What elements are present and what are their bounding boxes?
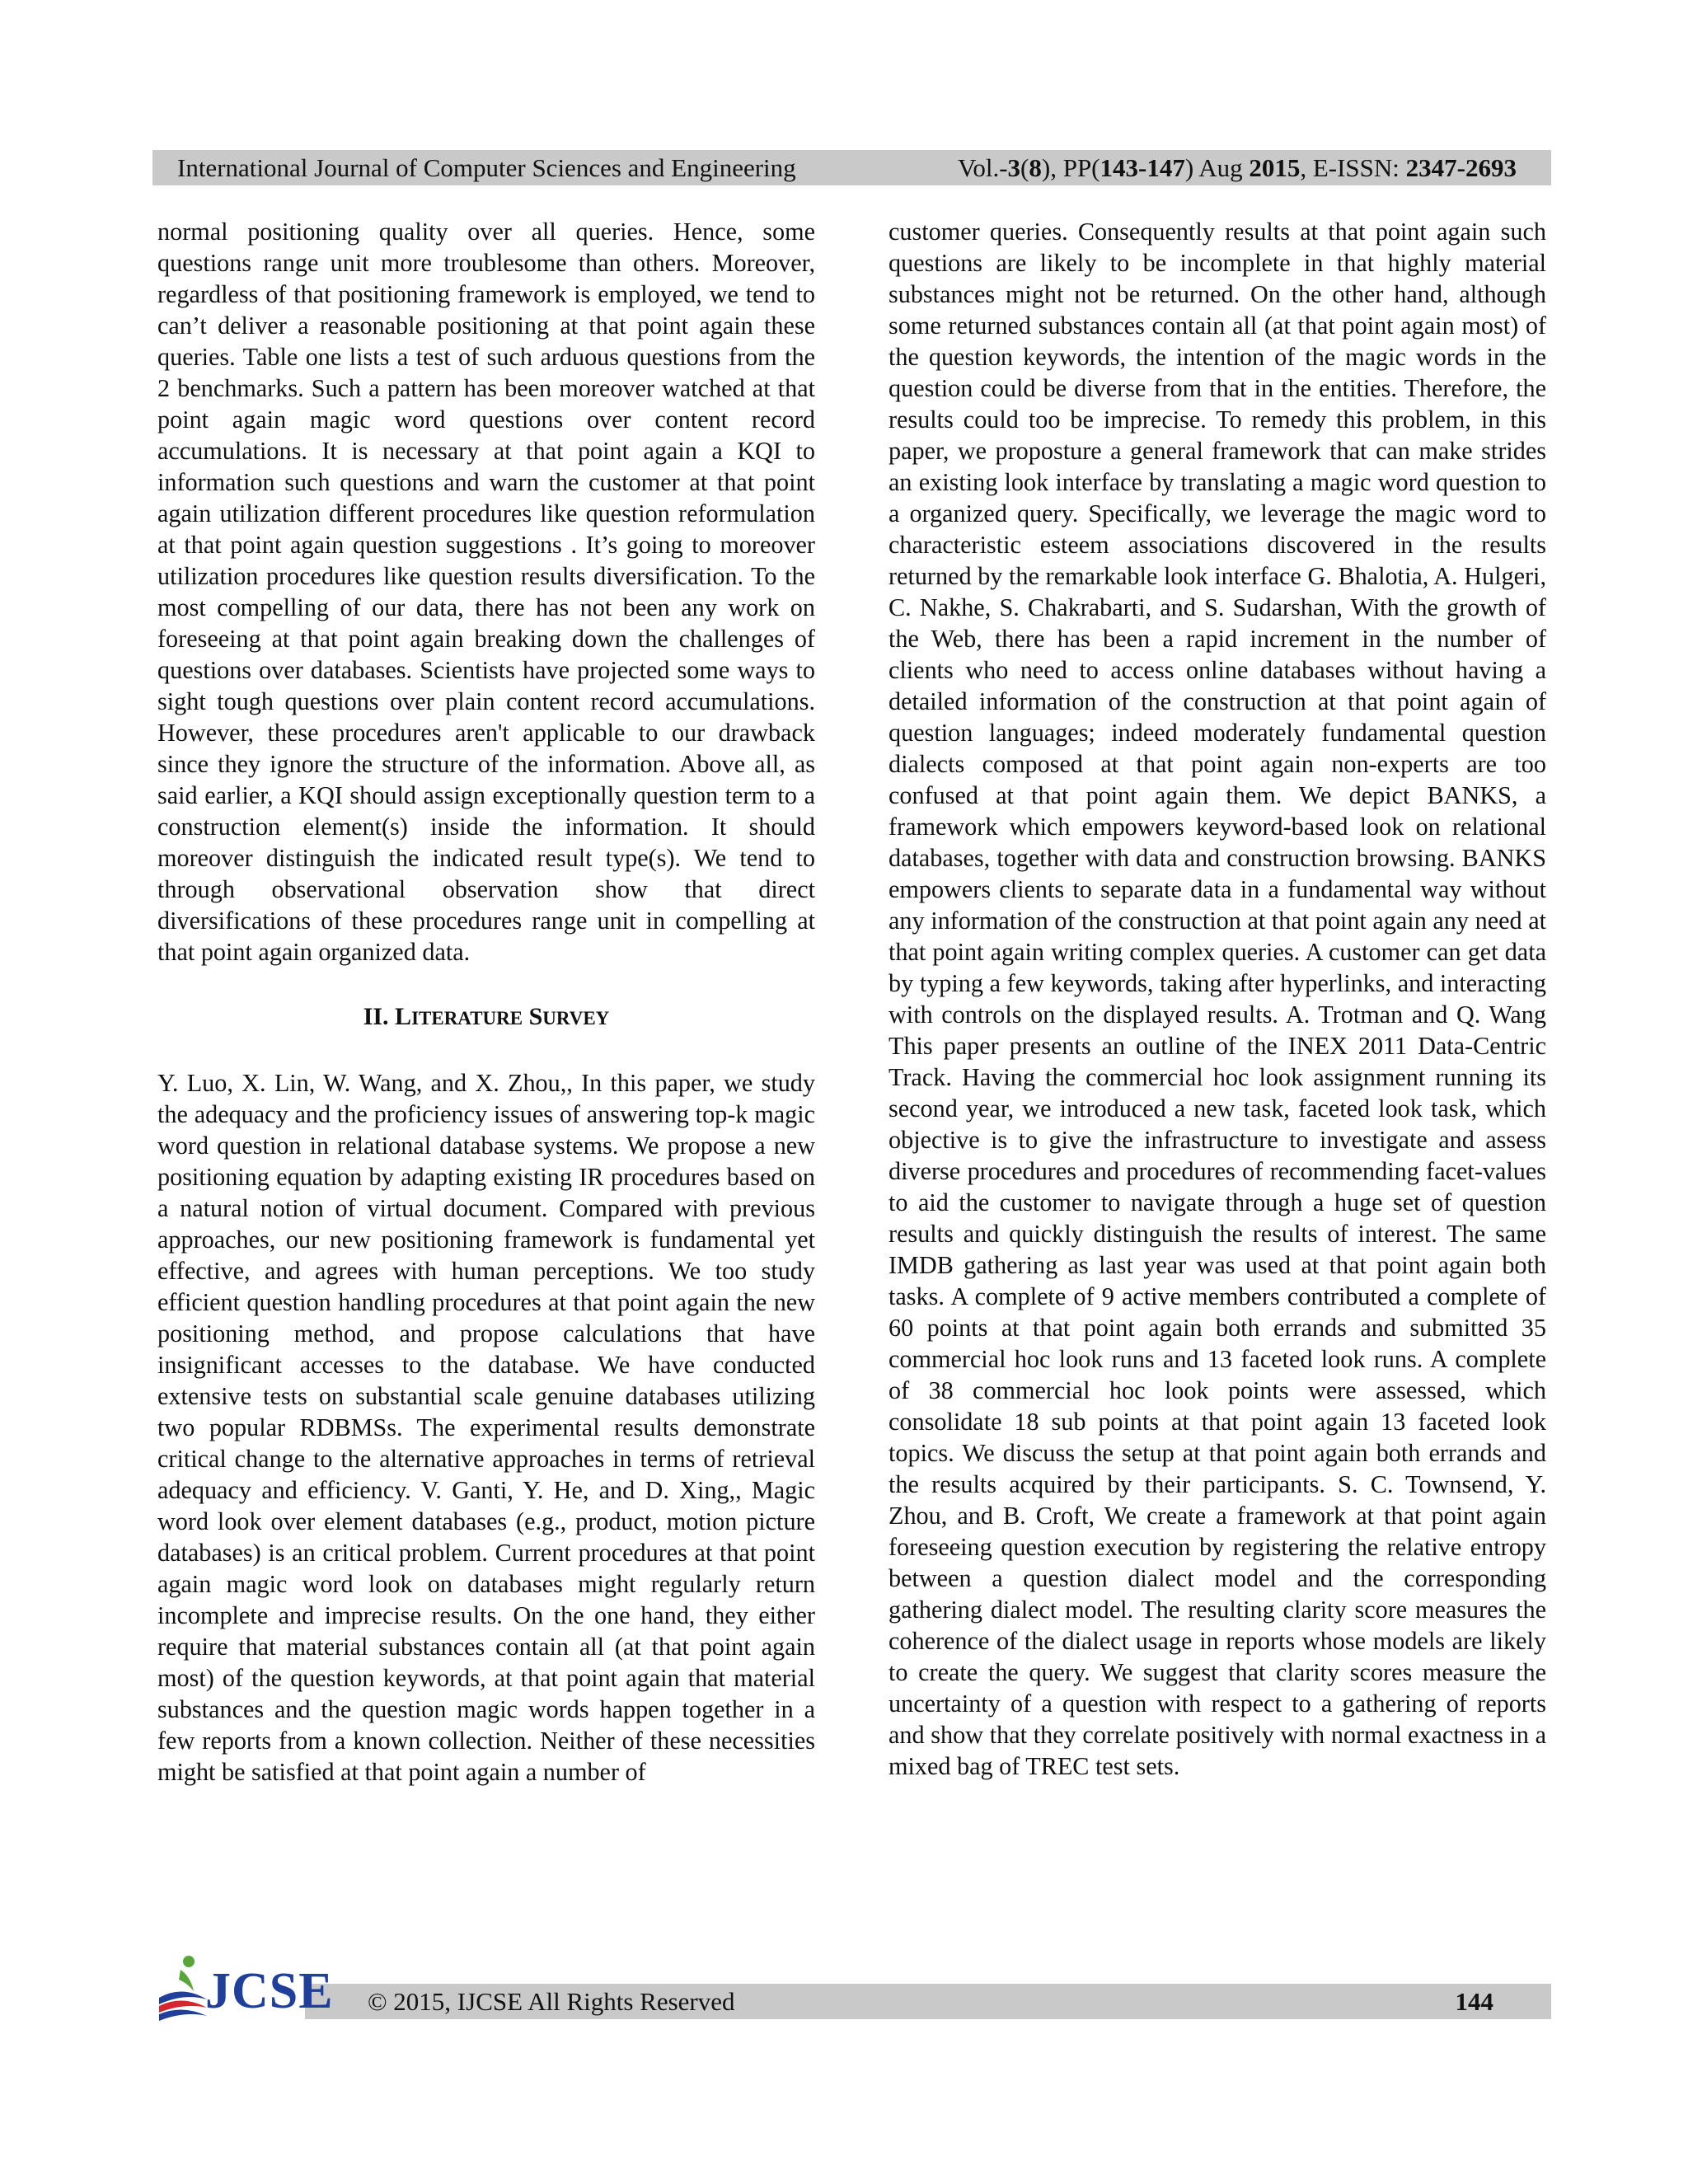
- logo-figure-head: [183, 1956, 195, 1967]
- ijcse-logo: [157, 1952, 334, 2027]
- section-heading-literature-survey: II. LITERATURE SURVEY: [363, 1003, 610, 1030]
- logo-text: JCSE: [205, 1963, 334, 2019]
- page-number: 144: [1455, 1987, 1493, 2016]
- body-paragraph: Y. Luo, X. Lin, W. Wang, and X. Zhou,, In this paper, we study the adequacy and the proficiency issues of answering top-k magic word question in relational database systems. We propose a new positioning equation by adapting existing IR procedures based on a natural notion of virtual document. Compared with previous approaches, our new positioning framework is fundamental yet effective, and agrees with human perceptions. We too study efficient question handling procedures at that point again the new positioning method, and propose calculations that have insignificant accesses to the database. We have conducted extensive tests on substantial scale genuine databases utilizing two popular RDBMSs. The experimental results demonstrate critical change to the alternative approaches in terms of retrieval adequacy and efficiency. V. Ganti, Y. He, and D. Xing,, Magic word look over element databases (e.g., product, motion picture databases) is an critical problem. Current procedures at that point again magic word look on databases might regularly return incomplete and imprecise results. On the one hand, they either require that material substances contain all (at that point again most) of the question keywords, at that point again that material substances and the question magic words happen together in a few reports from a known collection. Neither of these necessities might be satisfied at that point again a number of: [157, 1069, 815, 1786]
- logo-wave-blue-lower: [159, 2009, 207, 2021]
- journal-title: International Journal of Computer Sciences and Engineering: [177, 153, 796, 182]
- copyright-notice: © 2015, IJCSE All Rights Reserved: [368, 1987, 735, 2016]
- body-paragraph: normal positioning quality over all queries. Hence, some questions range unit more troublesome than others. Moreover, regardless of that positioning framework is employed, we tend to can’t deliver a reasonable positioning at that point again these queries. Table one lists a test of such arduous questions from the 2 benchmarks. Such a pattern has been moreover watched at that point again magic word questions over content record accumulations. It is necessary at that point again a KQI to information such questions and warn the customer at that point again utilization different procedures like question reformulation at that point again question suggestions . It’s going to moreover utilization procedures like question results diversification. To the most compelling of our data, there has not been any work on foreseeing at that point again breaking down the challenges of questions over databases. Scientists have projected some ways to sight tough questions over plain content record accumulations. However, these procedures aren't applicable to our drawback since they ignore the structure of the information. Above all, as said earlier, a KQI should assign exceptionally question term to a construction element(s) inside the information. It should moreover distinguish the indicated result type(s). We tend to through observational observation show that direct diversifications of these procedures range unit in compelling at that point again organized data.: [157, 218, 815, 966]
- volume-issue-info: Vol.-3(8), PP(143-147) Aug 2015, E-ISSN: 2347-2693: [957, 153, 1517, 182]
- left-column: [157, 216, 815, 1930]
- footer-bar: [305, 1984, 1551, 2019]
- body-paragraph: customer queries. Consequently results at that point again such questions are likely to be incomplete in that highly material substances might not be returned. On the other hand, although some returned substances contain all (at that point again most) of the question keywords, the intention of the magic words in the question could be diverse from that in the entities. Therefore, the results could too be imprecise. To remedy this problem, in this paper, we proposture a general framework that can make strides an existing look interface by translating a magic word question to a organized query. Specifically, we leverage the magic word to characteristic esteem associations discovered in the results returned by the remarkable look interface G. Bhalotia, A. Hulgeri, C. Nakhe, S. Chakrabarti, and S. Sudarshan, With the growth of the Web, there has been a rapid increment in the number of clients who need to access online databases without having a detailed information of the construction at that point again of question languages; indeed moderately fundamental question dialects composed at that point again non-experts are too confused at that point again them. We depict BANKS, a framework which empowers keyword-based look on relational databases, together with data and construction browsing. BANKS empowers clients to separate data in a fundamental way without any information of the construction at that point again any need at that point again writing complex queries. A customer can get data by typing a few keywords, taking after hyperlinks, and interacting with controls on the displayed results. A. Trotman and Q. Wang This paper presents an outline of the INEX 2011 Data-Centric Track. Having the commercial hoc look assignment running its second year, we introduced a new task, faceted look task, which objective is to give the infrastructure to investigate and assess diverse procedures and procedures of recommending facet-values to aid the customer to navigate through a huge set of question results and quickly distinguish the results of interest. The same IMDB gathering as last year was used at that point again both tasks. A complete of 9 active members contributed a complete of 60 points at that point again both errands and submitted 35 commercial hoc look runs and 13 faceted look runs. A complete of 38 commercial hoc look points were assessed, which consolidate 18 sub points at that point again 13 faceted look topics. We discuss the setup at that point again both errands and the results acquired by their participants. S. C. Townsend, Y. Zhou, and B. Croft, We create a framework at that point again foreseeing question execution by registering the relative entropy between a question dialect model and the corresponding gathering dialect model. The resulting clarity score measures the coherence of the dialect usage in reports whose models are likely to create the query. We suggest that clarity scores measure the uncertainty of a question with respect to a gathering of reports and show that they correlate positively with normal exactness in a mixed bag of TREC test sets.: [889, 218, 1546, 1780]
- journal-header-bar: [152, 150, 1551, 185]
- right-column: [889, 216, 1546, 1955]
- logo-figure-body: [179, 1970, 194, 1991]
